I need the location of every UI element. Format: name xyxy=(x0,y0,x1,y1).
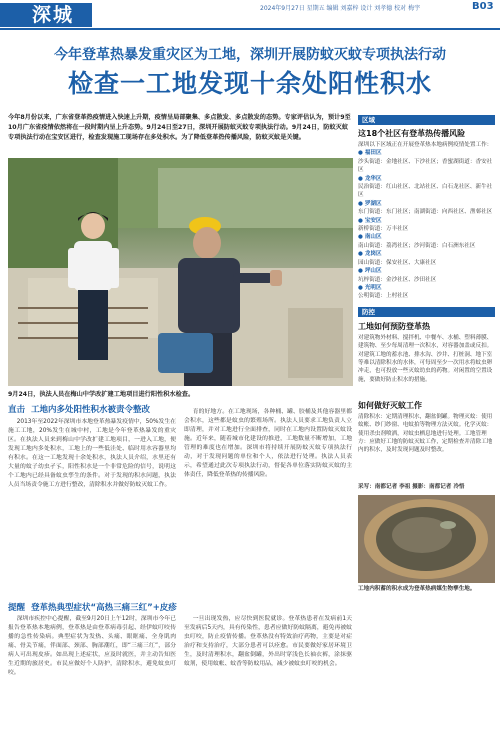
page-number: B03 xyxy=(472,1,494,12)
district-areas: 园山街道：保安社区、大康社区 xyxy=(358,259,437,266)
district-name: ● 龙华区 xyxy=(358,175,382,182)
district-areas: 民治街道：红山社区、北站社区、白石龙社区、新牛社区 xyxy=(358,184,493,199)
water-photo-caption: 工地内积蓄的积水成为登革热病媒生物孳生地。 xyxy=(358,586,476,593)
section2-heading xyxy=(8,601,177,613)
section1-title: 工地内多处阳性积水被责令整改 xyxy=(31,405,151,415)
byline: 采写：南都记者 李祖 摄影：南都记者 冷悟 xyxy=(358,483,465,490)
district-name: ● 龙岗区 xyxy=(358,251,382,258)
article-headline: 检查一工地发现十余处阳性积水 xyxy=(67,69,432,98)
photo-caption: 9月24日，执法人员在梅山中学改扩建工地项目进行阳性积水检查。 xyxy=(8,391,195,398)
section1-kicker: 直击 xyxy=(8,405,26,415)
sidebar xyxy=(358,115,495,747)
news-photo xyxy=(8,158,353,386)
section2-body-cont: 一旦出现发热，应尽快到医院就诊。登革热患者在发病前1天至发病后5天内，具有传染性，患者应做好防蚊隔离，避免再被蚊虫叮咬，防止疫情传播。登革热没有特效治疗药物，主要是对症治疗和支持治疗，大部分患者可以痊愈。市民要做好家居环境卫生，及时清理积水，翻盆倒罐，外出时穿浅色长袖衣裤，涂抹驱蚊剂，使用蚊帐、蚊香等防蚊用品，减少被蚊虫叮咬的机会。 xyxy=(184,616,352,667)
sidebar-title-mosquito: 如何做好灭蚊工作 xyxy=(358,400,422,410)
water-photo-illustration xyxy=(358,495,495,583)
district-name: ● 福田区 xyxy=(358,150,382,157)
header-rule xyxy=(0,28,500,30)
section2-title: 登革热典型症状“高热三痛三红”+皮疹 xyxy=(31,603,177,613)
issue-meta: 2024年9月27日 星期五 编辑 刘嘉梓 设计 刘孝德 校对 梅宇 xyxy=(260,5,421,12)
sidebar-intro: 深圳以下区域正在开展登革热本地病例疫情处置工作： xyxy=(358,142,493,148)
district-areas: 新桥街道：万丰社区 xyxy=(358,226,409,233)
sidebar-title-risk: 这18个社区有登革热传播风险 xyxy=(358,129,466,138)
photo-illustration xyxy=(8,158,353,386)
section-label: 深城 xyxy=(0,3,92,27)
article-lead: 今年8月份以来，广东省登革热疫情进入快速上升期，疫情呈局部聚集、多点散发、多点散发的态势。专家评估认为，预计9至10月广东省疫情依然将在一段时期内呈上升态势。9月24日至27日，深圳开展防蚊灭蚊专项执法行动。9月24日，防蚊灭蚊专项执法行动在宝安区进行，检查发现施工现场存在多处积水。为了降低登革热传播风险，防蚊灭蚊是关键。 xyxy=(8,114,351,142)
section1-heading xyxy=(8,403,150,415)
sidebar-title-site: 工地如何预防登革热 xyxy=(358,321,430,331)
sidebar-mosquito-text: 清除积水：定期清理积水，翻盆倒罐。物理灭蚊：使用蚊帐、纱门纱窗、电蚊拍等物理方法灭蚊。化学灭蚊：使用杀虫剂喷洒，对蚊虫栖息地进行处理。工地管理方：应做好工地的防蚊灭蚊工作，定期检查并清除工地内的积水，及时发现问题及时整改。 xyxy=(358,413,493,454)
district-name: ● 罗湖区 xyxy=(358,200,382,207)
sidebar-tag-prevent: 防控 xyxy=(358,307,495,317)
district-name: ● 南山区 xyxy=(358,234,382,241)
section1-body: 2013年至2022年深圳市本地登革热暴发疫情中，50%发生在施工工地，20%发生在城中村，工地是今年登革热暴发的重灾区。在执法人员来到梅山中学改扩建工地项目，一进入工地，便发现工地内多处积水，工地上的一些低洼处、临时用水容器里均有积水。在这一工地发现十余处积水，执法人员介绍，水里还有大量的蚊子幼虫孑孓，阳性积水是一个非常危险的信号，说明这个工地内已经具备蚊虫孳生的条件。对于发现的积水问题，执法人员当场责令施工方进行整改，清除积水并做好防蚊灭蚊工作。 xyxy=(8,419,176,488)
section1-body-cont: 育的好地方。在工地现场，各种桶、罐、胶桶及其他容器里都会积水，这些都是蚊虫的繁殖场所。执法人员要求工地负责人立即清理，并对工地进行全面排查，同时在工地内设置防蚊灭蚊设施。近年来，随着城市化建设的推进，工地数量不断增加，工地管理的难度也在增加。深圳市将持续开展防蚊灭蚊专项执法行动，对于发现问题的单位和个人，依法进行处理。执法人员表示，希望通过此次专项执法行动，督促各单位落实防蚊灭蚊的主体责任，降低登革热的传播风险。 xyxy=(184,409,352,478)
section2-body: 深圳市疾控中心提醒，截至9月20日上午12时，深圳市今年已报告登革热本地病例，登革热是由登革病毒引起、经伊蚊叮咬传播的急性传染病。典型症状为发热、头痛、眼眶痛、全身肌肉痛、骨关节痛，伴面部、颈部、胸部潮红，即“三痛三红”，部分病人可出现皮疹。如出现上述症状，应及时就医，并主动告知医生近期的旅居史。市民应做好个人防护，清除积水，避免蚊虫叮咬。 xyxy=(8,616,176,676)
district-areas: 坑梓街道：金沙社区、沙田社区 xyxy=(358,276,437,283)
district-name: ● 光明区 xyxy=(358,284,382,291)
district-areas: 东门街道：东门社区；南湖街道：向西社区、渔邨社区 xyxy=(358,209,493,216)
district-areas: 沙头街道：金地社区、下沙社区；香蜜湖街道：香安社区 xyxy=(358,158,493,174)
sidebar-tag-region: 区域 xyxy=(358,115,495,125)
water-photo xyxy=(358,495,495,583)
article-subtitle: 今年登革热暴发重灾区为工地，深圳开展防蚊灭蚊专项执法行动 xyxy=(54,47,446,63)
district-name: ● 宝安区 xyxy=(358,217,382,224)
district-areas: 公明街道：上村社区 xyxy=(358,293,409,300)
section2-kicker: 提醒 xyxy=(8,603,26,613)
district-name: ● 坪山区 xyxy=(358,268,382,275)
district-areas: 南山街道：荔湾社区；沙河街道：白石洲东社区 xyxy=(358,242,476,249)
sidebar-site-text: 对建筑物外材料、搅拌机、中餐车、水桶、塑料薄膜、建筑物、至少每周清理一次积水，对容器加盖或反扣。对建筑工地的蓄水池、排水沟、沙井、打桩洞、地下室等难以清除积水的水体，可每周至少一次用水将蚊虫卵冲走，也可投放一些灭蚊幼虫的药物。对闲置的空置设施，要做好防止积水的措施。 xyxy=(358,334,493,383)
district-list xyxy=(358,149,495,300)
